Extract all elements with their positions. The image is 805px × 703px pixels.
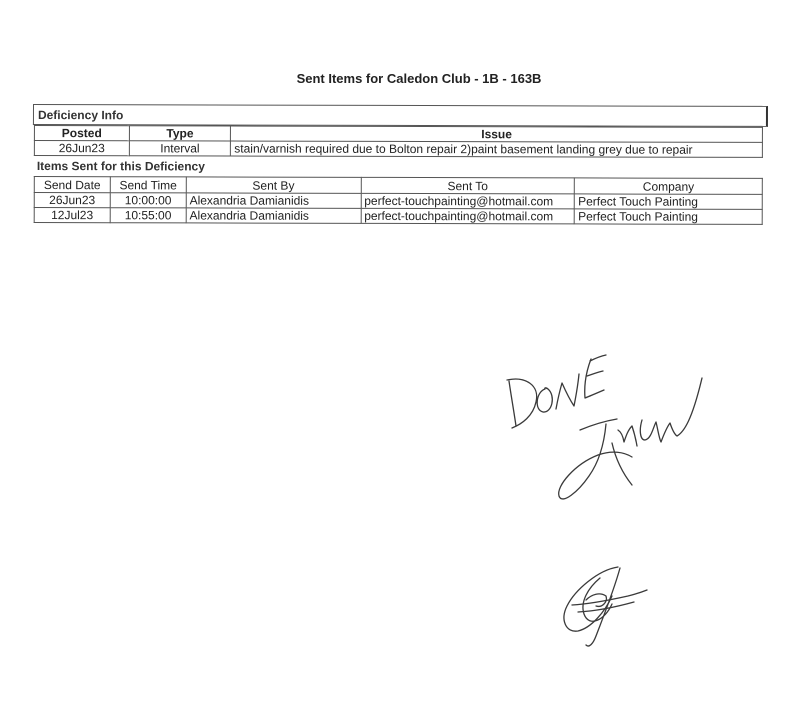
sent-to-cell: perfect-touchpainting@hotmail.com	[361, 208, 575, 224]
items-sent-header: Items Sent for this Deficiency	[36, 159, 205, 174]
company-cell: Perfect Touch Painting	[575, 209, 763, 224]
sent-by-cell: Alexandria Damianidis	[186, 193, 361, 208]
sent-to-cell: perfect-touchpainting@hotmail.com	[361, 193, 575, 209]
type-cell: Interval	[129, 141, 231, 156]
items-sent-header-row	[34, 177, 762, 195]
items-sent-table	[34, 176, 763, 225]
column-header-company: Company	[575, 178, 763, 194]
column-header-type: Type	[129, 126, 231, 141]
send-time-cell: 10:55:00	[110, 208, 186, 223]
column-header-send-date: Send Date	[34, 177, 110, 193]
deficiency-info-header: Deficiency Info	[33, 104, 768, 127]
signature-2	[564, 567, 647, 646]
company-cell: Perfect Touch Painting	[575, 194, 763, 209]
handwritten-done-note	[507, 355, 606, 428]
table-row	[34, 193, 762, 210]
column-header-sent-to: Sent To	[361, 177, 575, 194]
column-header-send-time: Send Time	[110, 177, 186, 193]
posted-cell: 26Jun23	[34, 141, 129, 156]
deficiency-info-table	[34, 125, 763, 158]
table-row	[34, 208, 762, 225]
deficiency-info-row	[34, 141, 762, 158]
page-title: Sent Items for Caledon Club - 1B - 163B	[296, 71, 542, 86]
column-header-issue: Issue	[231, 126, 763, 142]
column-header-posted: Posted	[34, 126, 129, 141]
send-date-cell: 12Jul23	[34, 208, 110, 223]
column-header-sent-by: Sent By	[186, 177, 361, 193]
issue-cell: stain/varnish required due to Bolton repair 2)paint basement landing grey due to repair	[231, 141, 763, 157]
signature-1	[559, 378, 702, 499]
send-date-cell: 26Jun23	[34, 193, 110, 208]
sent-by-cell: Alexandria Damianidis	[186, 208, 361, 223]
deficiency-report	[33, 104, 768, 225]
send-time-cell: 10:00:00	[110, 193, 186, 208]
